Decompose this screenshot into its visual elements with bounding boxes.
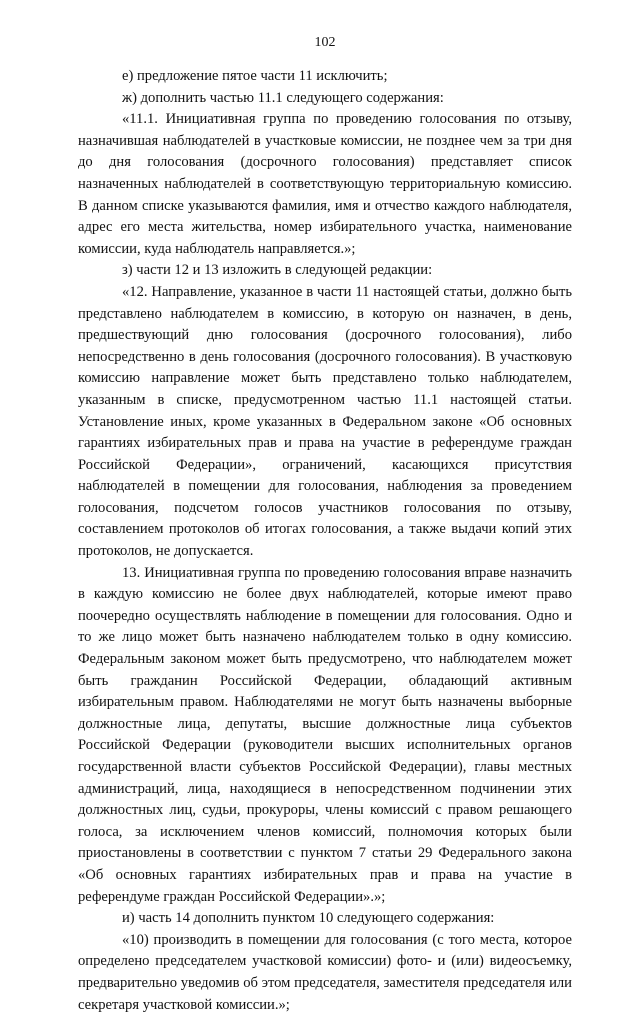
amendment-item-zh: ж) дополнить частью 11.1 следующего содержания:: [122, 89, 444, 106]
part-11-1-text: «11.1. Инициативная группа по проведению голосования по отзыву, назначившая наблюдателей в участковые комиссии, не позднее чем за три дня до дня голосования (досрочного голосования) представляет список назначенных наблюдателей в соответствующую территориальную комиссию. В данном списке указываются фамилия, имя и отчество каждого наблюдателя, адрес его места жительства, номер избирательного участка, наименование комиссии, куда наблюдатель направляется.»;: [78, 111, 572, 257]
part-13-text: 13. Инициативная группа по проведению голосования вправе назначить в каждую комиссию не более двух наблюдателей, которые имеют право поочередно осуществлять наблюдение в помещении для голосования. Одно и то же лицо может быть назначено наблюдателем только в одну комиссию. Федеральным законом может быть предусмотрено, что наблюдателем может быть гражданин Российской Федерации, обладающий активным избирательным правом. Наблюдателями не могут быть назначены выборные должностные лица, депутаты, высшие должностные лица субъектов Российской Федерации (руководители высших исполнительных органов государственной власти субъектов Российской Федерации), главы местных администраций, лица, находящиеся в непосредственном подчинении этих должностных лиц, судьи, прокуроры, члены комиссий с правом решающего голоса, за исключением членов комиссий, полномочия которых были приостановлены в соответствии с пунктом 7 статьи 29 Федерального закона «Об основных гарантиях избирательных прав и права на участие в референдуме граждан Российской Федерации».»;: [78, 564, 572, 905]
amendment-item-e: е) предложение пятое части 11 исключить;: [122, 68, 388, 84]
amendment-item-z: з) части 12 и 13 изложить в следующей редакции:: [122, 262, 433, 279]
part-12-text: «12. Направление, указанное в части 11 настоящей статьи, должно быть представлено наблюдателем в комиссию, в которую он назначен, в день, предшествующий дню голосования (досрочного голосования), либо непосредственно в день голосования (досрочного голосования). В участковую комиссию направление может быть представлено только наблюдателем, указанным в списке, предусмотренном частью 11.1 настоящей статьи. Установление иных, кроме указанных в Федеральном законе «Об основных гарантиях избирательных прав и права на участие в референдуме граждан Российской Федерации», ограничений, касающихся присутствия наблюдателей в помещении для голосования, наблюдения за проведением голосования, подсчетом голосов участников голосования по отзыву, составлением протоколов об итогах голосования, а также выдачи копий этих протоколов, не допускается.: [78, 283, 572, 560]
point-10-text: «10) производить в помещении для голосования (с того места, которое определено председателем участковой комиссии) фото- и (или) видеосъемку, предварительно уведомив об этом председателя, заместителя председателя или секретаря участковой комиссии.»;: [78, 931, 572, 1013]
amendment-item-i: и) часть 14 дополнить пунктом 10 следующего содержания:: [122, 910, 495, 927]
page-number: 102: [314, 35, 336, 50]
